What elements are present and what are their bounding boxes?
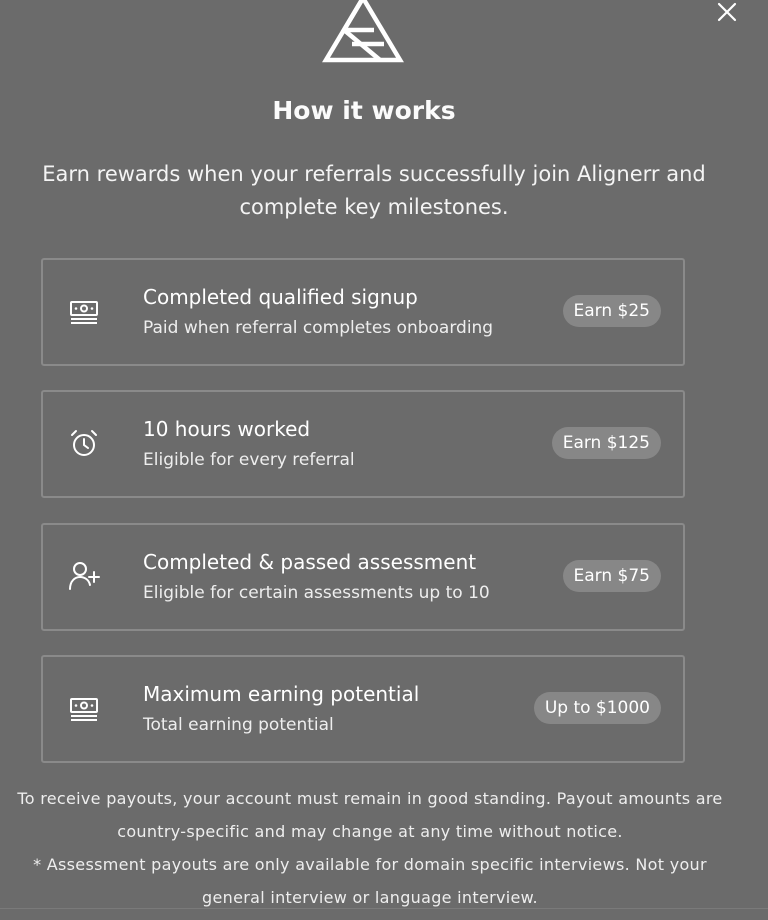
modal-subtitle: Earn rewards when your referrals successfully join Alignerr and complete key milestones. [42,162,706,219]
close-icon[interactable] [715,0,739,24]
reward-badge: Up to $1000 [534,692,661,724]
milestone-description: Eligible for certain assessments up to 10 [143,583,490,603]
reward-badge: Earn $75 [563,560,661,592]
milestone-description: Total earning potential [143,715,334,735]
payout-note: To receive payouts, your account must remain in good standing. Payout amounts are country-specific and may change at any time without notice. [17,789,723,841]
milestone-title: Completed qualified signup [143,285,418,309]
reward-badge: Earn $125 [552,427,661,459]
divider [0,908,768,909]
banknote-icon [67,691,101,725]
user-plus-icon [67,559,101,593]
milestone-card-maximum [41,655,685,763]
milestone-card-signup [41,258,685,366]
milestone-description: Paid when referral completes onboarding [143,318,494,338]
reward-badge: Earn $25 [563,295,661,327]
payout-disclaimer [0,782,740,914]
milestone-title: Maximum earning potential [143,682,420,706]
milestone-description: Eligible for every referral [143,450,355,470]
milestone-title: 10 hours worked [143,417,311,441]
milestone-card-hours [41,390,685,498]
banknote-icon [67,294,101,328]
alarm-clock-icon [67,426,101,460]
assessment-note: * Assessment payouts are only available for domain specific interviews. Not your general interview or language interview. [33,855,707,907]
modal-title: How it works [272,96,456,125]
milestone-title: Completed & passed assessment [143,550,477,574]
alignerr-logo [322,0,404,64]
milestone-card-assessment [41,523,685,631]
